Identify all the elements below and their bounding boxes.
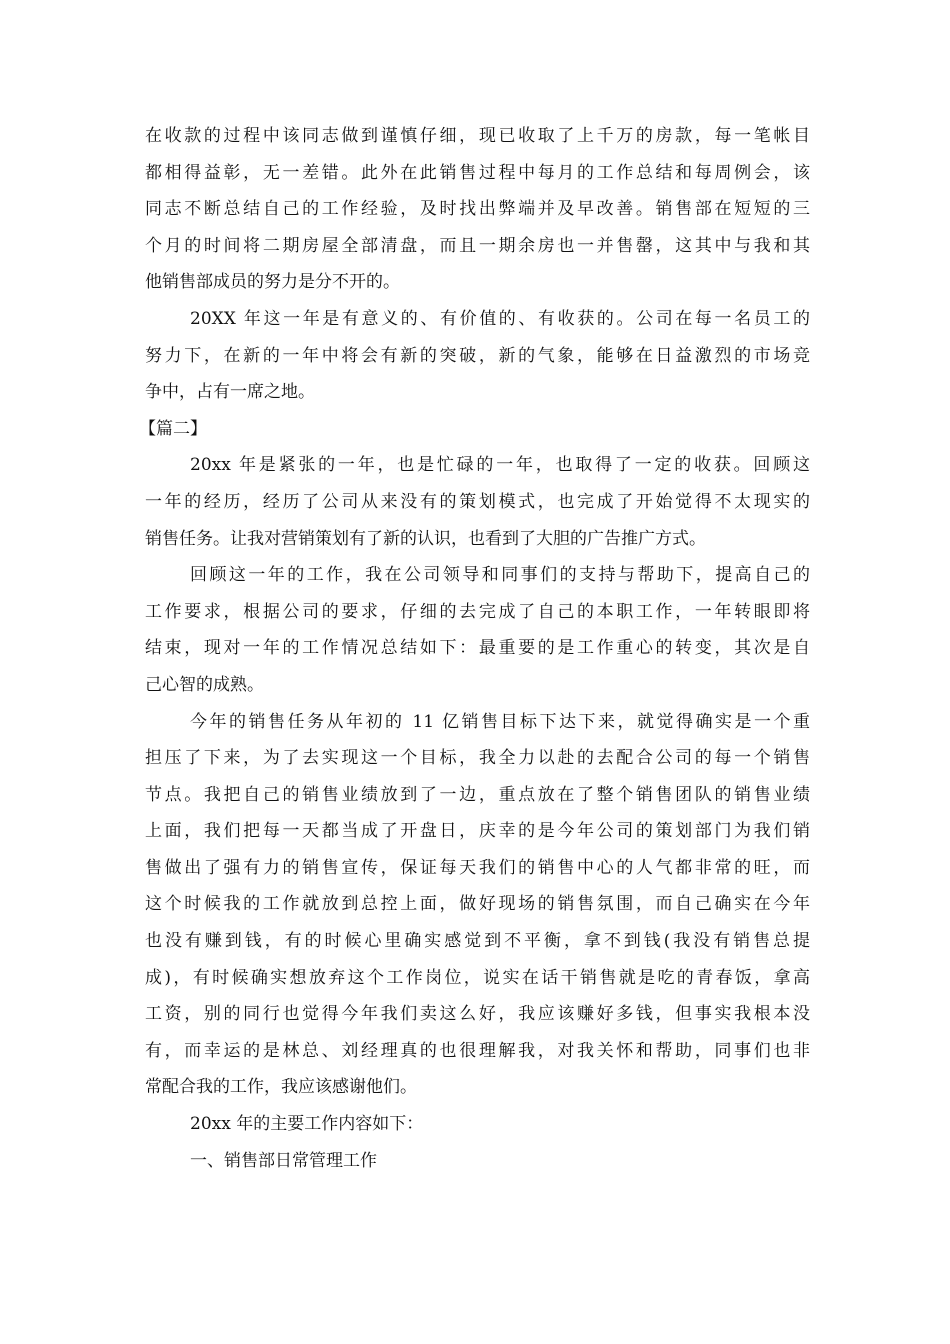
- paragraph-line: 售做出了强有力的销售宣传，保证每天我们的销售中心的人气都非常的旺，而: [145, 857, 810, 878]
- paragraph-line: 销售任务。让我对营销策划有了新的认识，也看到了大胆的广告推广方式。: [145, 528, 706, 549]
- paragraph-line: 担压了下来，为了去实现这一个目标，我全力以赴的去配合公司的每一个销售: [145, 748, 810, 769]
- paragraph-line: 己心智的成熟。: [145, 674, 264, 695]
- paragraph-line: 有，而幸运的是林总、刘经理真的也很理解我，对我关怀和帮助，同事们也非: [145, 1040, 810, 1061]
- paragraph-line: 节点。我把自己的销售业绩放到了一边，重点放在了整个销售团队的销售业绩: [145, 784, 810, 805]
- paragraph-line: 今年的销售任务从年初的 11 亿销售目标下达下来，就觉得确实是一个重: [190, 711, 810, 732]
- paragraph-line: 20xx 年是紧张的一年，也是忙碌的一年，也取得了一定的收获。回顾这: [190, 455, 810, 476]
- paragraph-line: 一年的经历，经历了公司从来没有的策划模式，也完成了开始觉得不太现实的: [145, 491, 810, 512]
- paragraph-line: 争中，占有一席之地。: [145, 382, 315, 403]
- paragraph-line: 这个时候我的工作就放到总控上面，做好现场的销售氛围，而自己确实在今年: [145, 894, 810, 915]
- paragraph-line: 一、销售部日常管理工作: [190, 1150, 377, 1171]
- document-body: [139, 118, 810, 1179]
- paragraph-line: 也没有赚到钱，有的时候心里确实感觉到不平衡，拿不到钱(我没有销售总提: [145, 931, 810, 952]
- paragraph-line: 工作要求，根据公司的要求，仔细的去完成了自己的本职工作，一年转眼即将: [145, 601, 810, 622]
- paragraph-line: 20xx 年的主要工作内容如下：: [190, 1114, 424, 1135]
- paragraph-line: 回顾这一年的工作，我在公司领导和同事们的支持与帮助下，提高自己的: [190, 565, 810, 586]
- paragraph-line: 结束，现对一年的工作情况总结如下：最重要的是工作重心的转变，其次是自: [145, 638, 810, 659]
- paragraph-line: 都相得益彰，无一差错。此外在此销售过程中每月的工作总结和每周例会，该: [145, 162, 810, 183]
- paragraph-line: 个月的时间将二期房屋全部清盘，而且一期余房也一并售罄，这其中与我和其: [145, 235, 810, 256]
- paragraph-line: 20XX 年这一年是有意义的、有价值的、有收获的。公司在每一名员工的: [190, 308, 810, 329]
- paragraph-line: 努力下，在新的一年中将会有新的突破，新的气象，能够在日益激烈的市场竞: [145, 345, 810, 366]
- section-heading: 【篇二】: [139, 418, 207, 439]
- paragraph-line: 常配合我的工作，我应该感谢他们。: [145, 1077, 417, 1098]
- paragraph-line: 同志不断总结自己的工作经验，及时找出弊端并及早改善。销售部在短短的三: [145, 199, 810, 220]
- paragraph-line: 他销售部成员的努力是分不开的。: [145, 272, 400, 293]
- paragraph-line: 在收款的过程中该同志做到谨慎仔细，现已收取了上千万的房款，每一笔帐目: [145, 126, 810, 146]
- paragraph-line: 上面，我们把每一天都当成了开盘日，庆幸的是今年公司的策划部门为我们销: [145, 821, 810, 842]
- paragraph-line: 工资，别的同行也觉得今年我们卖这么好，我应该赚好多钱，但事实我根本没: [145, 1004, 810, 1025]
- paragraph-line: 成)，有时候确实想放弃这个工作岗位，说实在话干销售就是吃的青春饭，拿高: [145, 967, 810, 988]
